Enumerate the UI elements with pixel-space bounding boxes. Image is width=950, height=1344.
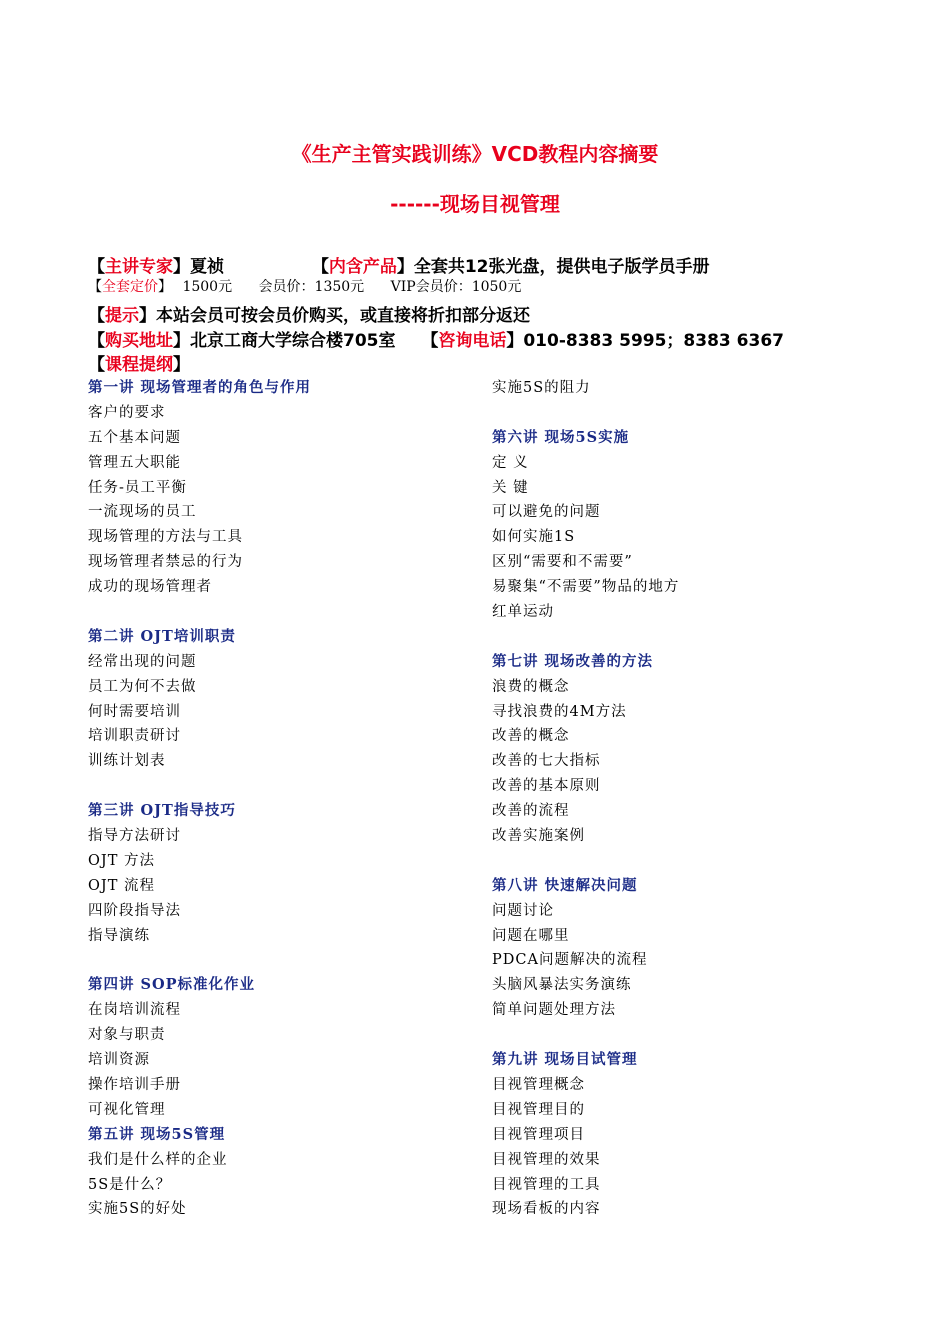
lecture-2-heading: 第二讲 OJT培训职责 [88, 627, 236, 645]
tip-label: 提示 [105, 306, 139, 326]
list-item: 目视管理的效果 [492, 1151, 601, 1168]
price-label: 全套定价 [102, 279, 158, 295]
list-item: 改善的流程 [492, 803, 570, 820]
lecture-3-heading: 第三讲 OJT指导技巧 [88, 802, 236, 820]
expert-label: 主讲专家 [105, 257, 173, 277]
price-member: 会员价：1350元 [258, 279, 365, 295]
list-item: 寻找浪费的4M方法 [492, 703, 627, 720]
list-item: 红单运动 [492, 604, 554, 621]
lecture-7-heading: 第七讲 现场改善的方法 [492, 652, 654, 670]
list-item: 目视管理概念 [492, 1076, 585, 1093]
list-item: 五个基本问题 [88, 429, 181, 446]
list-item: 经常出现的问题 [88, 653, 197, 670]
list-item: 目视管理项目 [492, 1126, 585, 1143]
list-item: 可视化管理 [88, 1101, 166, 1118]
page-subtitle: ------现场目视管理 [390, 192, 560, 216]
list-item: 现场管理的方法与工具 [88, 529, 243, 546]
price-line: 【全套定价】 1500元 会员价：1350元 VIP会员价：1050元 [88, 279, 522, 295]
page-title: 《生产主管实践训练》VCD教程内容摘要 [291, 142, 659, 166]
list-item: 目视管理的工具 [492, 1176, 601, 1193]
list-item: 改善的基本原则 [492, 778, 601, 795]
expert-value: 夏祯 [190, 257, 224, 277]
list-item: 5S是什么？ [88, 1176, 172, 1193]
list-item: 改善的概念 [492, 728, 570, 745]
price-full: 1500元 [182, 279, 233, 295]
address-phone-line: 【购买地址】北京工商大学综合楼705室 【咨询电话】010-8383 5995；8383 6367 [88, 331, 784, 351]
expert-product-line: 【主讲专家】夏祯 【内含产品】全套共12张光盘，提供电子版学员手册 [88, 257, 710, 277]
list-item: 培训资源 [88, 1052, 150, 1069]
outline-left-column [88, 376, 468, 1222]
list-item: 在岗培训流程 [88, 1002, 181, 1019]
list-item: 定 义 [492, 454, 529, 471]
price-vip: VIP会员价：1050元 [390, 279, 522, 295]
list-item: 成功的现场管理者 [88, 579, 212, 596]
list-item: 员工为何不去做 [88, 678, 197, 695]
list-item: 可以避免的问题 [492, 504, 601, 521]
list-item: 四阶段指导法 [88, 902, 181, 919]
lecture-8-heading: 第八讲 快速解决问题 [492, 876, 638, 894]
list-item: 改善的七大指标 [492, 753, 601, 770]
list-item: 管理五大职能 [88, 454, 181, 471]
list-item: 现场管理者禁忌的行为 [88, 554, 243, 571]
list-item: 易聚集“不需要”物品的地方 [492, 579, 680, 596]
list-item: 头脑风暴法实务演练 [492, 977, 632, 994]
address-label: 购买地址 [105, 331, 173, 351]
list-item: 实施5S的好处 [88, 1201, 187, 1218]
list-item: OJT 流程 [88, 877, 155, 894]
phone-label: 咨询电话 [438, 331, 507, 351]
lecture-4-heading: 第四讲 SOP标准化作业 [88, 976, 256, 994]
product-label: 内含产品 [328, 257, 397, 277]
list-item: 任务-员工平衡 [88, 479, 187, 496]
list-item: 训练计划表 [88, 753, 166, 770]
lecture-5-heading: 第五讲 现场5S管理 [88, 1125, 226, 1143]
list-item: 区别“需要和不需要” [492, 554, 633, 571]
list-item: 实施5S的阻力 [492, 380, 591, 396]
lecture-1-heading: 第一讲 现场管理者的角色与作用 [88, 379, 312, 396]
phone-value: 010-8383 5995；8383 6367 [523, 331, 784, 351]
list-item: 问题讨论 [492, 902, 554, 919]
list-item: 对象与职责 [88, 1027, 166, 1044]
address-value: 北京工商大学综合楼705室 [190, 331, 396, 351]
lecture-9-heading: 第九讲 现场目试管理 [492, 1051, 638, 1069]
list-item: 指导演练 [88, 927, 150, 944]
tip-value: 本站会员可按会员价购买，或直接将折扣部分返还 [156, 306, 530, 326]
list-item: 如何实施1S [492, 529, 576, 546]
lecture-6-heading: 第六讲 现场5S实施 [492, 428, 630, 446]
list-item: 操作培训手册 [88, 1076, 181, 1093]
outline-right-column [492, 376, 872, 1222]
outline-line: 【课程提纲】 [88, 355, 190, 375]
list-item: 目视管理目的 [492, 1101, 585, 1118]
list-item: 何时需要培训 [88, 703, 181, 720]
list-item: PDCA问题解决的流程 [492, 952, 648, 969]
list-item: 一流现场的员工 [88, 504, 197, 521]
product-value: 全套共12张光盘，提供电子版学员手册 [413, 257, 710, 277]
list-item: 指导方法研讨 [88, 828, 181, 845]
list-item: OJT 方法 [88, 852, 155, 869]
list-item: 培训职责研讨 [88, 728, 181, 745]
list-item: 现场看板的内容 [492, 1201, 601, 1218]
tip-line: 【提示】本站会员可按会员价购买，或直接将折扣部分返还 [88, 306, 530, 326]
list-item: 改善实施案例 [492, 828, 585, 845]
outline-label: 课程提纲 [105, 355, 173, 375]
list-item: 简单问题处理方法 [492, 1002, 616, 1019]
list-item: 关 键 [492, 479, 529, 496]
list-item: 浪费的概念 [492, 678, 570, 695]
list-item: 问题在哪里 [492, 927, 570, 944]
list-item: 客户的要求 [88, 404, 166, 421]
list-item: 我们是什么样的企业 [88, 1151, 228, 1168]
